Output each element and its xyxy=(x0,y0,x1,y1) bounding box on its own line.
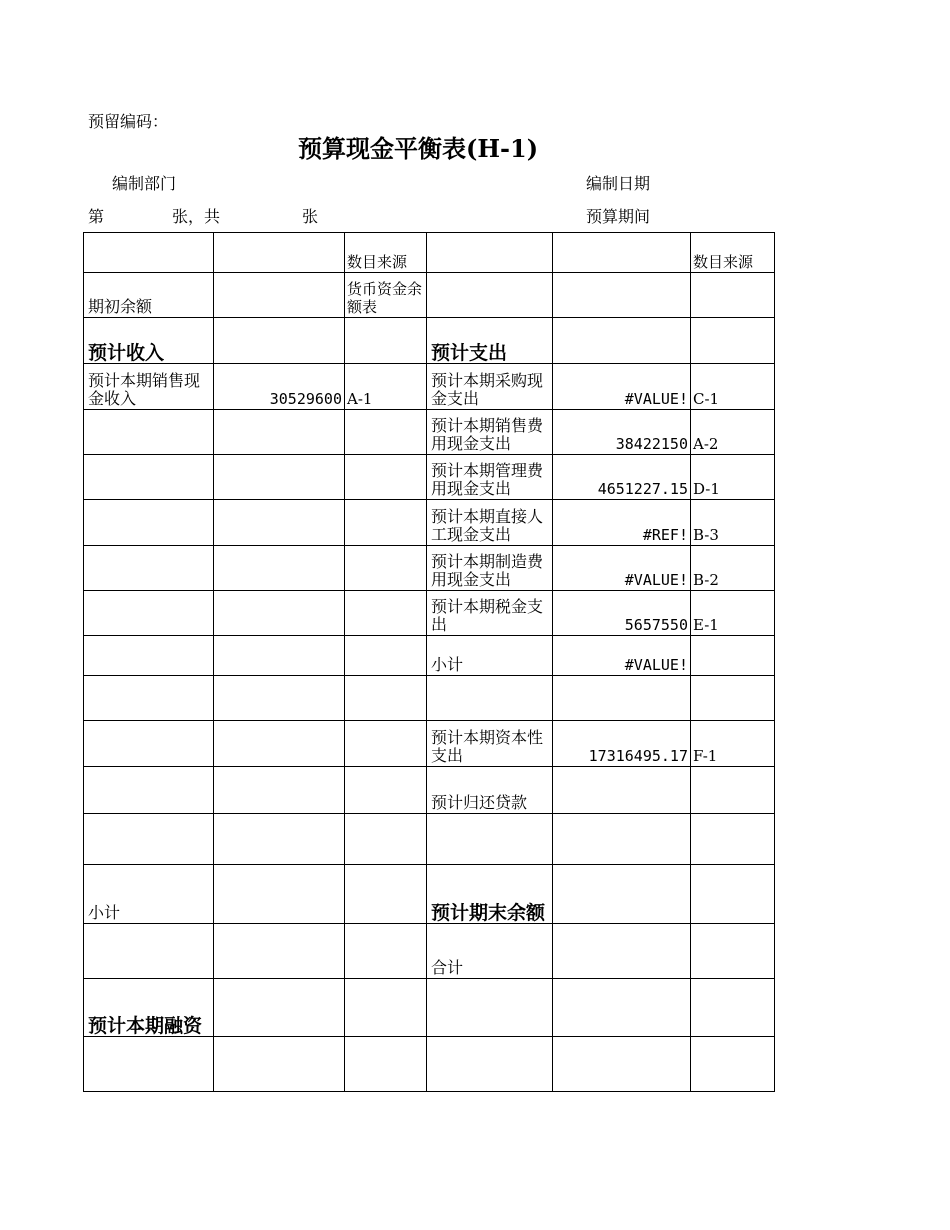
row-source-right[interactable]: B-3 xyxy=(691,500,775,546)
table-row xyxy=(84,591,775,636)
row-value-right[interactable] xyxy=(553,1037,691,1092)
row-value-right[interactable]: 38422150 xyxy=(553,410,691,455)
row-source-left[interactable] xyxy=(345,636,427,676)
table-row xyxy=(84,636,775,676)
row-label-right[interactable]: 预计本期制造费用现金支出 xyxy=(427,546,553,591)
row-source-right[interactable] xyxy=(691,979,775,1037)
row-label-right[interactable]: 预计本期税金支出 xyxy=(427,591,553,636)
date-label: 编制日期 xyxy=(586,174,651,193)
cell[interactable] xyxy=(214,233,345,273)
row-value-left[interactable] xyxy=(214,676,345,721)
row-value-right[interactable] xyxy=(553,676,691,721)
table-row xyxy=(84,546,775,591)
row-label-left[interactable] xyxy=(84,924,214,979)
row-source-left[interactable] xyxy=(345,318,427,364)
row-label-right[interactable]: 预计期末余额 xyxy=(427,865,553,924)
table-row xyxy=(84,410,775,455)
row-source-left[interactable] xyxy=(345,500,427,546)
row-source-right[interactable]: B-2 xyxy=(691,546,775,591)
row-source-right[interactable] xyxy=(691,865,775,924)
row-label-right[interactable]: 预计本期管理费用现金支出 xyxy=(427,455,553,500)
row-source-right[interactable] xyxy=(691,318,775,364)
table-row xyxy=(84,676,775,721)
row-label-right[interactable]: 预计本期资本性支出 xyxy=(427,721,553,767)
row-source-left[interactable] xyxy=(345,455,427,500)
row-label-right[interactable]: 预计归还贷款 xyxy=(427,767,553,814)
row-label-left[interactable] xyxy=(84,721,214,767)
row-label-right[interactable] xyxy=(427,676,553,721)
period-label: 预算期间 xyxy=(586,207,651,226)
row-value-left[interactable] xyxy=(214,924,345,979)
row-source-right[interactable] xyxy=(691,1037,775,1092)
row-value-right[interactable] xyxy=(553,979,691,1037)
table-row xyxy=(84,767,775,814)
table-row xyxy=(84,318,775,364)
reserved-code-label: 预留编码： xyxy=(88,112,169,131)
table-row xyxy=(84,924,775,979)
row-source-right[interactable] xyxy=(691,767,775,814)
row-source-left[interactable] xyxy=(345,767,427,814)
row-value-right[interactable] xyxy=(553,865,691,924)
page-title: 预算现金平衡表(H-1) xyxy=(298,134,539,163)
row-value-right[interactable]: #VALUE! xyxy=(553,546,691,591)
row-source-left[interactable] xyxy=(345,410,427,455)
row-value-left[interactable] xyxy=(214,546,345,591)
row-value-left[interactable] xyxy=(214,979,345,1037)
row-value-right[interactable]: 5657550 xyxy=(553,591,691,636)
row-source-left[interactable]: A-1 xyxy=(345,364,427,410)
row-value-left[interactable] xyxy=(214,636,345,676)
row-source-right[interactable] xyxy=(691,814,775,865)
row-value-right[interactable] xyxy=(553,767,691,814)
row-value-right[interactable] xyxy=(553,273,691,318)
table-row xyxy=(84,865,775,924)
row-source-right[interactable]: D-1 xyxy=(691,455,775,500)
row-value-left[interactable] xyxy=(214,410,345,455)
row-label-left[interactable] xyxy=(84,767,214,814)
row-label-left[interactable] xyxy=(84,500,214,546)
row-label-right[interactable]: 预计本期销售费用现金支出 xyxy=(427,410,553,455)
cell[interactable] xyxy=(427,233,553,273)
sheet-no-suffix: 张 xyxy=(302,207,319,226)
row-label-left[interactable]: 小计 xyxy=(84,865,214,924)
row-value-right[interactable]: #VALUE! xyxy=(553,636,691,676)
row-label-right[interactable]: 预计本期采购现金支出 xyxy=(427,364,553,410)
row-source-left[interactable] xyxy=(345,979,427,1037)
row-value-left[interactable] xyxy=(214,455,345,500)
table-row xyxy=(84,1037,775,1092)
row-value-left[interactable] xyxy=(214,500,345,546)
table-row xyxy=(84,814,775,865)
row-source-right[interactable]: C-1 xyxy=(691,364,775,410)
row-label-right[interactable] xyxy=(427,273,553,318)
row-label-right[interactable]: 合计 xyxy=(427,924,553,979)
row-source-left[interactable] xyxy=(345,1037,427,1092)
row-label-right[interactable]: 小计 xyxy=(427,636,553,676)
row-source-right[interactable]: F-1 xyxy=(691,721,775,767)
cash-balance-table xyxy=(83,232,775,1092)
table-row xyxy=(84,979,775,1037)
row-source-right[interactable] xyxy=(691,636,775,676)
row-value-right[interactable]: #REF! xyxy=(553,500,691,546)
row-value-right[interactable] xyxy=(553,814,691,865)
row-value-right[interactable] xyxy=(553,318,691,364)
row-value-left[interactable] xyxy=(214,767,345,814)
row-label-left[interactable] xyxy=(84,814,214,865)
table-row xyxy=(84,364,775,410)
row-label-left[interactable] xyxy=(84,455,214,500)
row-label-left[interactable] xyxy=(84,546,214,591)
row-source-right[interactable] xyxy=(691,676,775,721)
row-source-left[interactable] xyxy=(345,721,427,767)
sheet-no-middle: 张，共 xyxy=(172,207,221,226)
row-label-left[interactable] xyxy=(84,676,214,721)
row-label-left[interactable]: 预计本期销售现金收入 xyxy=(84,364,214,410)
row-label-right[interactable] xyxy=(427,814,553,865)
row-label-left[interactable] xyxy=(84,1037,214,1092)
row-source-left[interactable] xyxy=(345,546,427,591)
row-value-left[interactable] xyxy=(214,814,345,865)
row-source-left[interactable] xyxy=(345,591,427,636)
table-row xyxy=(84,273,775,318)
row-value-right[interactable]: 17316495.17 xyxy=(553,721,691,767)
row-value-left[interactable] xyxy=(214,721,345,767)
row-value-right[interactable]: #VALUE! xyxy=(553,364,691,410)
table-header-row xyxy=(84,233,775,273)
row-value-left[interactable] xyxy=(214,1037,345,1092)
row-source-right[interactable]: A-2 xyxy=(691,410,775,455)
row-value-left[interactable] xyxy=(214,865,345,924)
row-source-left[interactable] xyxy=(345,814,427,865)
table-row xyxy=(84,500,775,546)
row-source-right[interactable]: E-1 xyxy=(691,591,775,636)
row-value-left[interactable] xyxy=(214,318,345,364)
row-label-left[interactable]: 预计本期融资 xyxy=(84,979,214,1037)
table-row xyxy=(84,721,775,767)
row-source-left[interactable] xyxy=(345,865,427,924)
row-label-left[interactable]: 预计收入 xyxy=(84,318,214,364)
row-label-right[interactable]: 预计本期直接人工现金支出 xyxy=(427,500,553,546)
row-value-left[interactable]: 30529600 xyxy=(214,364,345,410)
row-value-left[interactable] xyxy=(214,273,345,318)
source-col-header-right[interactable]: 数目来源 xyxy=(691,233,775,273)
row-source-right[interactable] xyxy=(691,273,775,318)
table-row xyxy=(84,455,775,500)
row-source-left[interactable] xyxy=(345,676,427,721)
row-label-right[interactable] xyxy=(427,979,553,1037)
cell[interactable] xyxy=(84,233,214,273)
row-label-right[interactable] xyxy=(427,1037,553,1092)
row-source-right[interactable] xyxy=(691,924,775,979)
row-source-left[interactable]: 货币资金余额表 xyxy=(345,273,427,318)
row-source-left[interactable] xyxy=(345,924,427,979)
row-label-left[interactable] xyxy=(84,591,214,636)
cell[interactable] xyxy=(553,233,691,273)
row-label-left[interactable]: 期初余额 xyxy=(84,273,214,318)
dept-label: 编制部门 xyxy=(112,174,177,193)
row-label-right[interactable]: 预计支出 xyxy=(427,318,553,364)
row-value-left[interactable] xyxy=(214,591,345,636)
sheet-no-prefix: 第 xyxy=(88,207,105,226)
row-label-left[interactable] xyxy=(84,410,214,455)
row-value-right[interactable]: 4651227.15 xyxy=(553,455,691,500)
row-label-left[interactable] xyxy=(84,636,214,676)
row-value-right[interactable] xyxy=(553,924,691,979)
source-col-header-left[interactable]: 数目来源 xyxy=(345,233,427,273)
